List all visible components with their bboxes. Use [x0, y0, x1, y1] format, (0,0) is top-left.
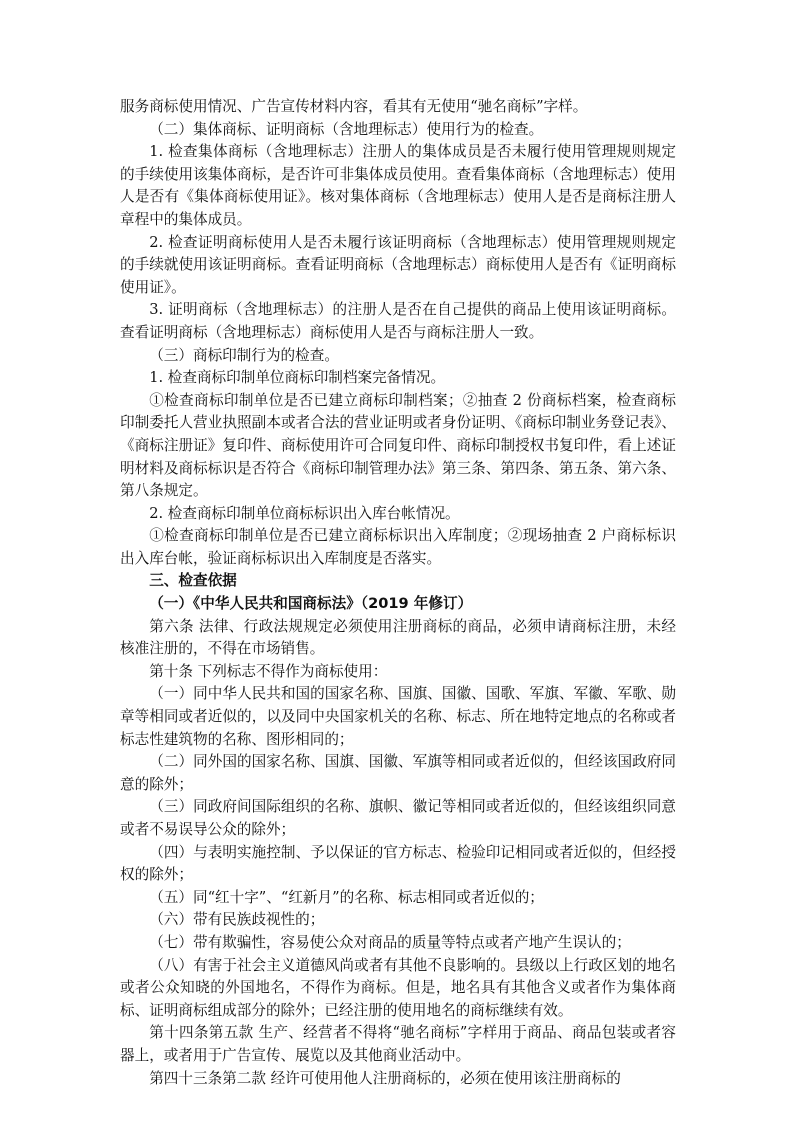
- paragraph-23: 第十四条第五款 生产、经营者不得将“驰名商标”字样用于商品、商品包装或者容器上，或者用于广告宣传、展览以及其他商业活动中。: [120, 1024, 676, 1064]
- paragraph-9: 2. 检查商标印制单位商标标识出入库台帐情况。: [149, 504, 460, 522]
- paragraph-18: （四）与表明实施控制、予以保证的官方标志、检验印记相同或者近似的，但经授权的除外；: [120, 843, 676, 884]
- paragraph-10: ①检查商标印制单位是否已建立商标标识出入库制度；②现场抽查 2 户商标标识出入库台帐，验证商标标识出入库制度是否落实。: [120, 527, 676, 567]
- paragraph-8: ①检查商标印制单位是否已建立商标印制档案；②抽查 2 份商标档案，检查商标印制委托人营业执照副本或者合法的营业证明或者身份证明、《商标印制业务登记表》、《商标注册证》复印件、商标使用许可合同复印件、商标印制授权书复印件，看上述证明材料及商标标识是否符合《商标印制管理办法》第三条、第四条、第五条、第六条、第八条规定。: [120, 391, 676, 500]
- paragraph-19: （五）同“红十字”、“红新月”的名称、标志相同或者近似的；: [149, 888, 544, 906]
- paragraph-15: （一）同中华人民共和国的国家名称、国旗、国徽、国歌、军旗、军徽、军歌、勋章等相同或者近似的，以及同中央国家机关的名称、标志、所在地特定地点的名称或者标志性建筑物的名称、图形相同的；: [120, 685, 676, 748]
- paragraph-6: （三）商标印制行为的检查。: [149, 346, 339, 364]
- paragraph-13: 第六条 法律、行政法规规定必须使用注册商标的商品，必须申请商标注册，未经核准注册的，不得在市场销售。: [120, 617, 676, 658]
- paragraph-24: 第四十三条第二款 经许可使用他人注册商标的，必须在使用该注册商标的: [149, 1069, 621, 1087]
- paragraph-14: 第十条 下列标志不得作为商标使用：: [149, 662, 388, 680]
- paragraph-1: 服务商标使用情况、广告宣传材料内容，看其有无使用“驰名商标”字样。: [120, 98, 588, 115]
- paragraph-20: （六）带有民族歧视性的；: [149, 911, 325, 929]
- paragraph-2: （二）集体商标、证明商标（含地理标志）使用行为的检查。: [149, 120, 544, 138]
- paragraph-3: 1. 检查集体商标（含地理标志）注册人的集体成员是否未履行使用管理规则规定的手续使用该集体商标，是否许可非集体成员使用。查看集体商标（含地理标志）使用人是否有《集体商标使用证》。核对集体商标（含地理标志）使用人是否是商标注册人章程中的集体成员。: [120, 143, 676, 228]
- paragraph-22: （八）有害于社会主义道德风尚或者有其他不良影响的。县级以上行政区划的地名或者公众知晓的外国地名，不得作为商标。但是，地名具有其他含义或者作为集体商标、证明商标组成部分的除外；已经注册的使用地名的商标继续有效。: [120, 956, 676, 1019]
- document-page: [120, 96, 676, 1090]
- paragraph-21: （七）带有欺骗性，容易使公众对商品的质量等特点或者产地产生误认的；: [149, 933, 631, 951]
- paragraph-16: （二）同外国的国家名称、国旗、国徽、军旗等相同或者近似的，但经该国政府同意的除外；: [120, 753, 676, 793]
- section-heading: 三、检查依据: [149, 572, 237, 590]
- subsection-heading: （一）《中华人民共和国商标法》（2019 年修订）: [149, 595, 473, 613]
- paragraph-4: 2. 检查证明商标使用人是否未履行该证明商标（含地理标志）使用管理规则规定的手续就使用该证明商标。查看证明商标（含地理标志）商标使用人是否有《证明商标使用证》。: [120, 233, 676, 296]
- paragraph-17: （三）同政府间国际组织的名称、旗帜、徽记等相同或者近似的，但经该组织同意或者不易误导公众的除外；: [120, 798, 676, 838]
- paragraph-7: 1. 检查商标印制单位商标印制档案完备情况。: [149, 369, 446, 387]
- paragraph-5: 3. 证明商标（含地理标志）的注册人是否在自己提供的商品上使用该证明商标。查看证明商标（含地理标志）商标使用人是否与商标注册人一致。: [120, 301, 676, 341]
